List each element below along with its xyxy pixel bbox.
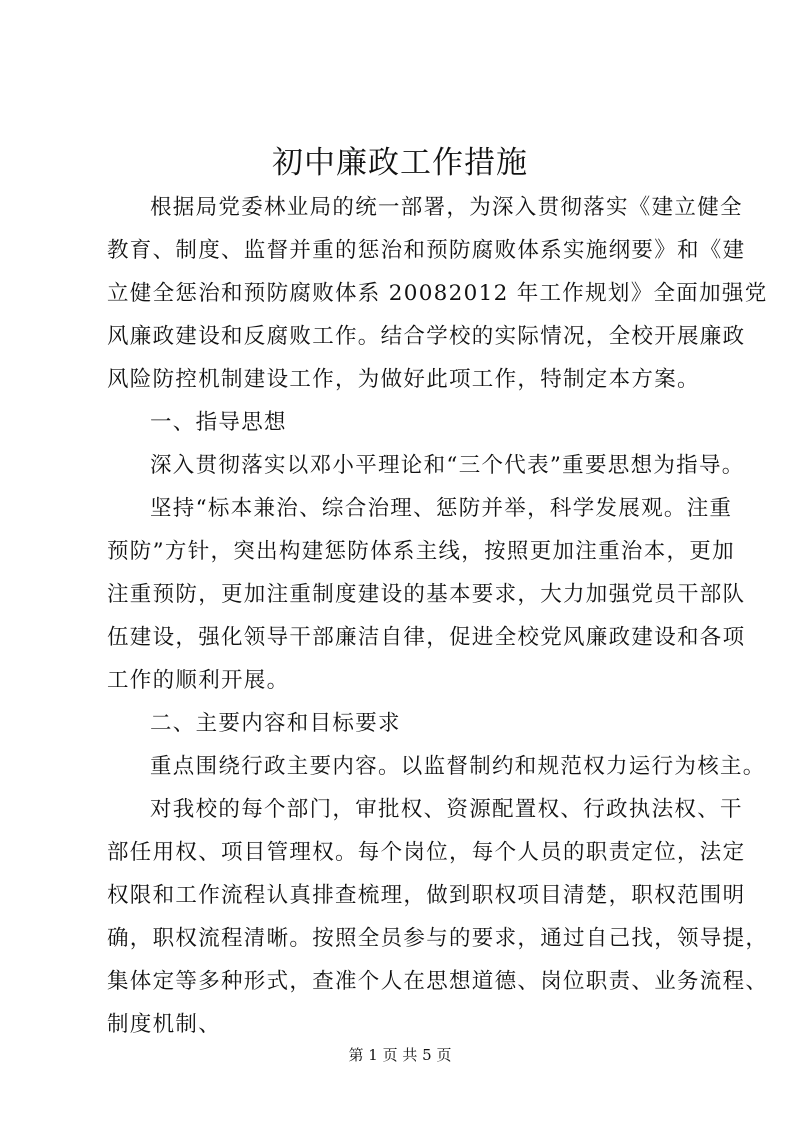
text-line: 注重预防，更加注重制度建设的基本要求，大力加强党员干部队 [107,582,746,607]
text-line: 权限和工作流程认真排查梳理，做到职权项目清楚，职权范围明 [107,883,746,908]
page-footer: 第 1 页 共 5 页 [348,1046,452,1064]
text-line: 风险防控机制建设工作，为做好此项工作，特制定本方案。 [107,367,700,392]
text-line: 预防”方针，突出构建惩防体系主线，按照更加注重治本，更加 [107,539,735,564]
section-heading: 二、主要内容和目标要求 [150,711,401,736]
text-line: 立健全惩治和预防腐败体系 20082012 年工作规划》全面加强党 [107,281,768,306]
text-line: 伍建设，强化领导干部廉洁自律，促进全校党风廉政建设和各项 [107,625,746,650]
text-line: 部任用权、项目管理权。每个岗位，每个人员的职责定位，法定 [107,840,746,865]
text-line: 工作的顺利开展。 [107,668,290,693]
text-line: 制度机制、 [107,1012,222,1037]
text-line: 确，职权流程清晰。按照全员参与的要求，通过自己找，领导提， [107,926,769,951]
text-line: 教育、制度、监督并重的惩治和预防腐败体系实施纲要》和《建 [107,238,746,263]
text-line: 集体定等多种形式，查准个人在思想道德、岗位职责、业务流程、 [107,969,769,994]
text-line: 重点围绕行政主要内容。以监督制约和规范权力运行为核主。 [150,754,766,779]
document-title: 初中廉政工作措施 [272,145,528,181]
text-line: 对我校的每个部门，审批权、资源配置权、行政执法权、干 [150,797,743,822]
text-line: 风廉政建设和反腐败工作。结合学校的实际情况，全校开展廉政 [107,324,746,349]
text-line: 深入贯彻落实以邓小平理论和“三个代表”重要思想为指导。 [150,453,745,478]
text-line: 根据局党委林业局的统一部署，为深入贯彻落实《建立健全 [150,195,743,220]
section-heading: 一、指导思想 [150,410,287,435]
text-line: 坚持“标本兼治、综合治理、惩防并举，科学发展观。注重 [150,496,733,521]
